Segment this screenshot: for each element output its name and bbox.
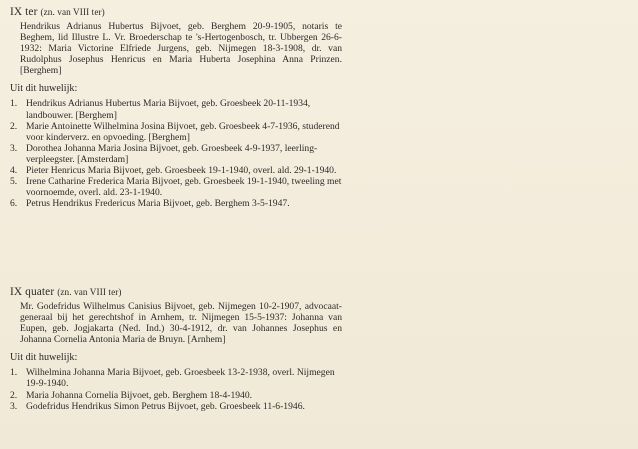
list-item <box>10 165 342 176</box>
child-text: Pieter Henricus Maria Bijvoet, geb. Groesbeek 19-1-1940, overl. ald. 29-1-1940. <box>26 165 337 177</box>
child-text: Dorothea Johanna Maria Josina Bijvoet, geb. Groesbeek 4-9-1937, leerling-verpleegster. [Amsterdam] <box>26 142 318 165</box>
section-subtitle: (zn. van VIII ter) <box>40 7 105 17</box>
list-item <box>10 98 342 120</box>
list-item <box>10 198 342 209</box>
child-number: 2. <box>10 120 18 132</box>
section-subtitle: (zn. van VIII ter) <box>57 287 122 297</box>
child-number: 3. <box>10 142 18 154</box>
section-paragraph: Hendrikus Adrianus Hubertus Bijvoet, geb. Berghem 20-9-1905, notaris te Beghem, lid Illustre L. Vr. Broederschap te 's-Hertogenbosch, tr. Ubbergen 26-6-1932: Maria Victorine Elfriede Jurgens, geb. Nijmegen 18-3-1908, dr. van Rudolphus Josephus Henricus en Maria Huberta Josephina Anna Prinzen. [Berghem] <box>20 21 342 77</box>
children-label: Uit dit huwelijk: <box>10 352 78 364</box>
children-list <box>10 367 342 411</box>
child-text: Maria Johanna Cornelia Bijvoet, geb. Berghem 18-4-1940. <box>26 389 253 401</box>
child-text: Hendrikus Adrianus Hubertus Maria Bijvoet, geb. Groesbeek 20-11-1934, landbouwer. [Berghem] <box>26 98 311 121</box>
child-number: 2. <box>10 389 18 401</box>
section-heading <box>10 6 342 19</box>
child-text: Petrus Hendrikus Fredericus Maria Bijvoet, geb. Berghem 3-5-1947. <box>26 198 290 210</box>
list-item <box>10 121 342 143</box>
child-number: 1. <box>10 98 18 110</box>
children-label: Uit dit huwelijk: <box>10 83 78 95</box>
children-list <box>10 98 342 209</box>
child-number: 4. <box>10 165 18 177</box>
child-text: Wilhelmina Johanna Maria Bijvoet, geb. Groesbeek 13-2-1938, overl. Nijmegen 19-9-1940. <box>26 367 335 390</box>
child-number: 1. <box>10 367 18 379</box>
child-text: Godefridus Hendrikus Simon Petrus Bijvoet, geb. Groesbeek 11-6-1946. <box>26 400 305 412</box>
list-item <box>10 143 342 165</box>
child-number: 5. <box>10 176 18 188</box>
list-item <box>10 176 342 198</box>
child-text: Irene Catharine Frederica Maria Bijvoet, geb. Groesbeek 19-1-1940, tweeling met voornoemde, overl. ald. 23-1-1940. <box>26 176 342 199</box>
list-item <box>10 390 342 401</box>
section-heading <box>10 286 342 299</box>
section-title: IX quater <box>10 286 55 298</box>
section-title: IX ter <box>10 6 38 18</box>
list-item <box>10 401 342 412</box>
child-number: 3. <box>10 400 18 412</box>
section-paragraph: Mr. Godefridus Wilhelmus Canisius Bijvoet, geb. Nijmegen 10-2-1907, advocaat-generaal bij het gerechtshof in Arnhem, tr. Nijmegen 15-5-1937: Johanna van Eupen, geb. Jogjakarta (Ned. Ind.) 30-4-1912, dr. van Johannes Josephus en Johanna Cornelia Antonia Maria de Bruyn. [Arnhem] <box>20 301 342 346</box>
section-ix-quater <box>10 286 342 412</box>
section-ix-ter <box>10 6 342 209</box>
child-number: 6. <box>10 198 18 210</box>
child-text: Marie Antoinette Wilhelmina Josina Bijvoet, geb. Groesbeek 4-7-1936, studerend voor kinderverz. en opvoeding. [Berghem] <box>26 120 340 143</box>
list-item <box>10 367 342 389</box>
